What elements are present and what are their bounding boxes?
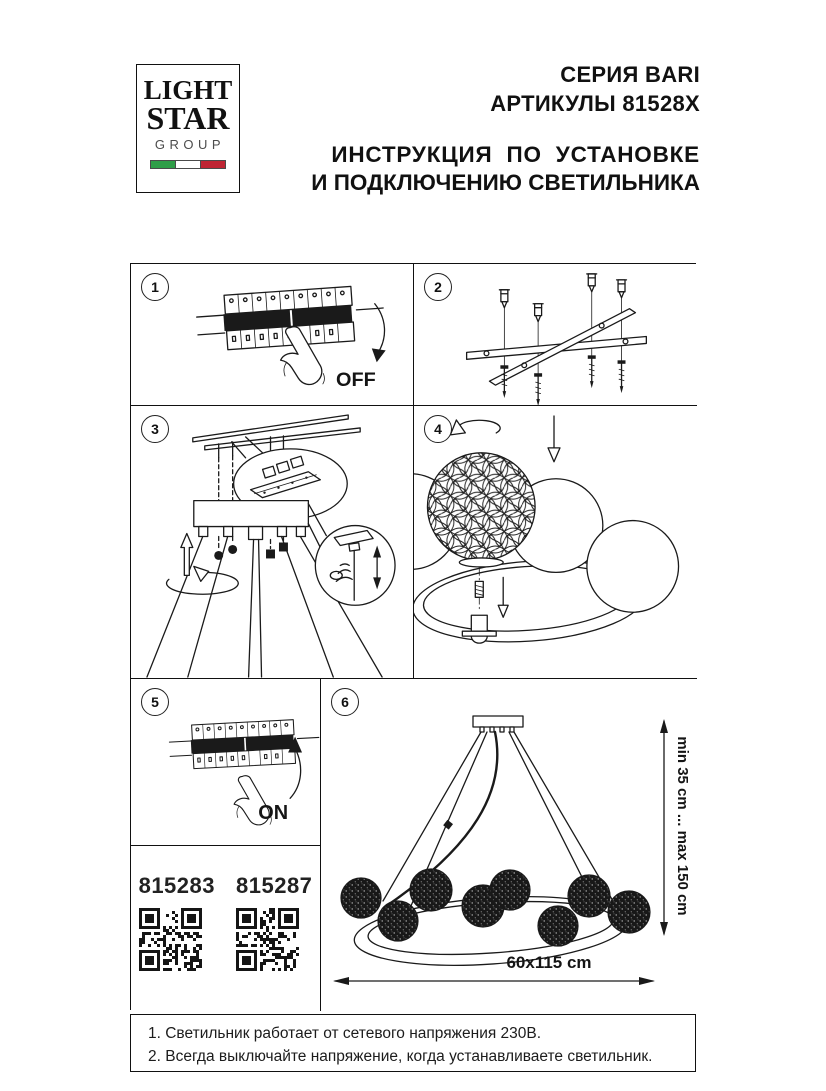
shade-assembly-illustration xyxy=(414,406,697,678)
on-label: ON xyxy=(258,802,289,825)
logo-word-group: GROUP xyxy=(154,137,226,152)
notes-box xyxy=(130,1014,696,1072)
step-number: 1 xyxy=(141,273,169,301)
instruction-title-line1: ИНСТРУКЦИЯ ПО УСТАНОВКЕ xyxy=(331,142,700,167)
height-dimension-label: min 35 cm ... max 150 cm xyxy=(674,736,691,916)
qr-code xyxy=(236,908,299,971)
canopy-mounting-illustration xyxy=(131,406,413,678)
height-dimension xyxy=(660,719,691,936)
lightstar-logo xyxy=(136,64,240,193)
step-panel-3 xyxy=(131,406,414,679)
step-number: 5 xyxy=(141,688,169,716)
step-number: 2 xyxy=(424,273,452,301)
cable-grip-callout xyxy=(308,504,395,606)
wall-anchors xyxy=(499,274,626,322)
lift-rotate-arrows xyxy=(167,534,239,595)
step-panel-5 xyxy=(131,679,321,846)
step-panel-6 xyxy=(321,679,697,1011)
ceiling-plate xyxy=(473,716,523,732)
screw-detail xyxy=(462,568,508,643)
chandelier-illustration xyxy=(321,679,697,1011)
step-number: 4 xyxy=(424,415,452,443)
articles-title: АРТИКУЛЫ 81528X xyxy=(490,91,700,116)
ball-collar xyxy=(459,558,503,567)
wire-ball xyxy=(427,453,535,561)
article-number: 815283 xyxy=(138,873,215,898)
articles-panel xyxy=(131,846,321,1011)
off-label: OFF xyxy=(336,369,376,392)
step-panel-2 xyxy=(414,264,697,406)
qr-code xyxy=(139,908,202,971)
arrow-down-icon xyxy=(548,416,560,462)
italian-flag-icon xyxy=(150,160,226,169)
step-panel-1 xyxy=(131,264,414,406)
article-left xyxy=(139,873,215,971)
rotate-arrow-icon xyxy=(450,420,500,435)
ball-plain-2 xyxy=(587,521,679,613)
article-number: 815287 xyxy=(236,873,313,898)
logo-word-star: STAR xyxy=(146,100,230,136)
bracket-mounting-illustration xyxy=(414,264,697,405)
canopy xyxy=(194,501,309,540)
logo-word-light: LIGHT xyxy=(143,75,233,105)
arrow-down-icon xyxy=(372,304,386,363)
wire-balls xyxy=(341,869,650,946)
step-panel-4 xyxy=(414,406,697,679)
instruction-title-line2: И ПОДКЛЮЧЕНИЮ СВЕТИЛЬНИКА xyxy=(311,170,700,195)
article-right xyxy=(236,873,312,971)
series-title: СЕРИЯ BARI xyxy=(560,62,700,87)
step-number: 6 xyxy=(331,688,359,716)
step-number: 3 xyxy=(141,415,169,443)
steps-grid xyxy=(130,263,696,1010)
width-dimension-label: 60x115 cm xyxy=(506,953,592,972)
header-text xyxy=(311,60,700,197)
note-1: 1. Светильник работает от сетевого напряжения 230В. xyxy=(148,1025,542,1042)
breaker-off-illustration xyxy=(131,264,413,405)
screws xyxy=(500,355,625,405)
note-2: 2. Всегда выключайте напряжение, когда устанавливаете светильник. xyxy=(148,1048,653,1065)
